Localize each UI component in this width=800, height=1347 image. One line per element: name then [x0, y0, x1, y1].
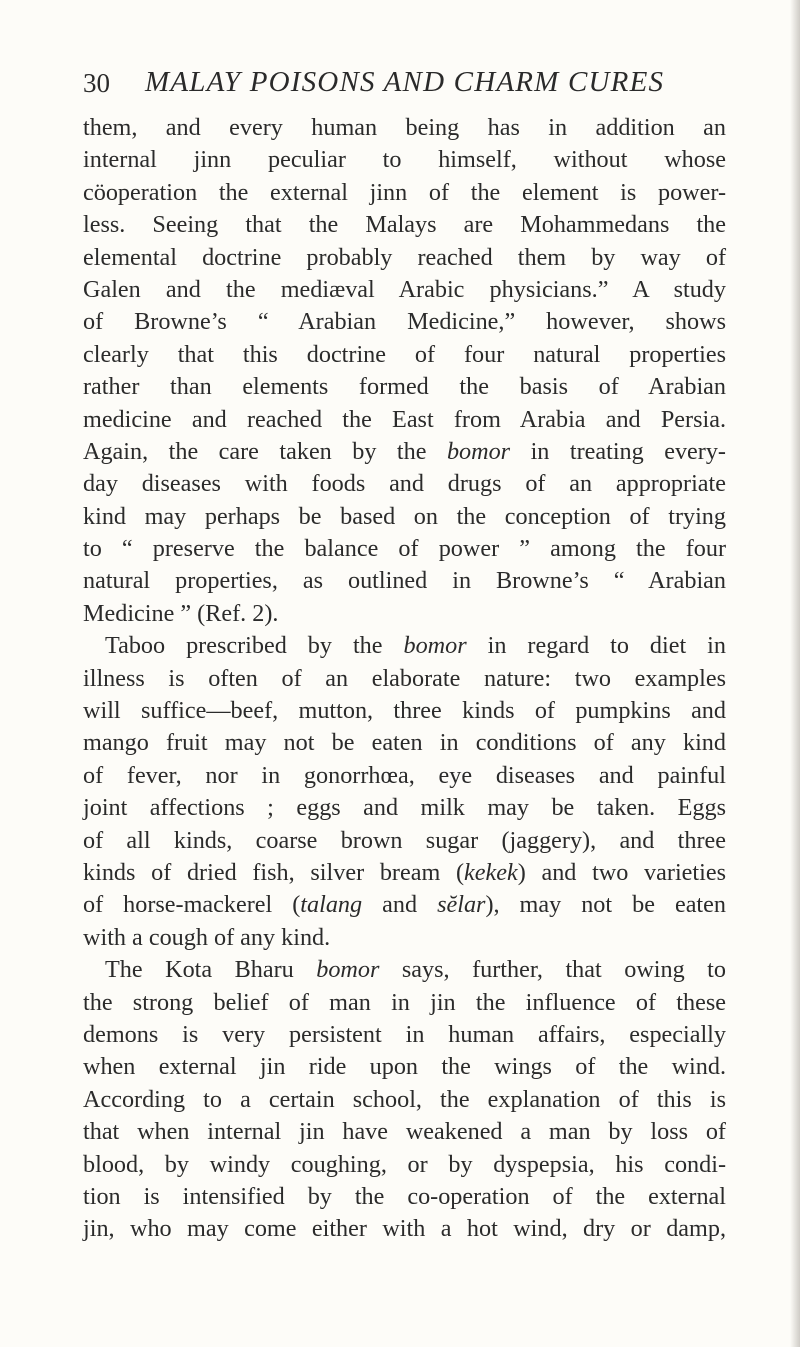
text-line [83, 598, 726, 630]
text-run: elemental doctrine probably reached them by way of [83, 243, 726, 271]
text-run: less. Seeing that the Malays are Mohammedans the [83, 211, 726, 239]
text-line [83, 1181, 726, 1213]
text-run: says, further, that owing to [379, 956, 727, 984]
text-run: tion is intensified by the co-operation of the external [83, 1182, 726, 1210]
text-line [83, 954, 726, 986]
text-line [83, 792, 726, 824]
text-run: with a cough of any kind. [83, 923, 331, 951]
text-run: According to a certain school, the explanation of this is [83, 1085, 726, 1113]
text-line [83, 760, 726, 792]
text-line [83, 371, 726, 403]
text-line [83, 209, 726, 241]
text-run: internal jinn peculiar to himself, without whose [83, 146, 726, 174]
text-line [83, 468, 726, 500]
text-run: demons is very persistent in human affairs, especially [83, 1020, 726, 1048]
page-number: 30 [83, 68, 110, 98]
text-run: rather than elements formed the basis of Arabian [83, 373, 726, 401]
text-run: Medicine ” (Ref. 2). [83, 599, 279, 627]
text-line [83, 112, 726, 144]
text-line [83, 695, 726, 727]
page-edge-shadow [790, 0, 800, 1347]
text-line [83, 857, 726, 889]
text-line [83, 1019, 726, 1051]
text-run: the strong belief of man in jin the influence of these [83, 988, 726, 1016]
text-line [83, 1149, 726, 1181]
text-run: Galen and the mediæval Arabic physicians.” A study [83, 275, 726, 303]
text-line [83, 144, 726, 176]
text-run: jin, who may come either with a hot wind, dry or damp, [83, 1215, 726, 1243]
text-line [83, 565, 726, 597]
text-line [83, 177, 726, 209]
text-line [83, 1213, 726, 1245]
italic-term: bomor [403, 632, 467, 660]
text-run: The Kota Bharu [105, 956, 317, 984]
text-run: natural properties, as outlined in Browne’s “ Arabian [83, 567, 726, 595]
text-line [83, 242, 726, 274]
running-head [83, 64, 723, 104]
text-line [83, 1116, 726, 1148]
text-run: in regard to diet in [466, 632, 726, 660]
text-run: kind may perhaps be based on the conception of trying [83, 502, 726, 530]
text-run: Taboo prescribed by the [105, 632, 404, 660]
text-run: to “ preserve the balance of power ” among the four [83, 535, 726, 563]
text-run: clearly that this doctrine of four natural properties [83, 340, 726, 368]
text-run: medicine and reached the East from Arabia and Persia. [83, 405, 726, 433]
text-line [83, 889, 726, 921]
text-run: ), may not be eaten [485, 891, 726, 919]
text-line [83, 825, 726, 857]
italic-term: bomor [316, 956, 380, 984]
text-run: mango fruit may not be eaten in conditions of any kind [83, 729, 726, 757]
text-line [83, 630, 726, 662]
text-line [83, 436, 726, 468]
text-run: and [362, 891, 438, 919]
text-run: of horse-mackerel ( [83, 891, 301, 919]
text-run: blood, by windy coughing, or by dyspepsia, his condi- [83, 1150, 726, 1178]
text-run: kinds of dried fish, silver bream ( [83, 858, 465, 886]
italic-term: bomor [446, 437, 511, 465]
paragraph [83, 630, 726, 954]
text-run: that when internal jin have weakened a man by loss of [83, 1118, 726, 1146]
text-line [83, 1084, 726, 1116]
text-line [83, 306, 726, 338]
text-line [83, 727, 726, 759]
text-line [83, 1051, 726, 1083]
text-run: cöoperation the external jinn of the element is power- [83, 178, 726, 206]
paragraph [83, 112, 726, 630]
text-run: of fever, nor in gonorrhœa, eye diseases and painful [83, 761, 726, 789]
text-run: of all kinds, coarse brown sugar (jaggery), and three [83, 826, 726, 854]
text-line [83, 274, 726, 306]
text-run: when external jin ride upon the wings of the wind. [83, 1053, 726, 1081]
text-line [83, 533, 726, 565]
text-run: will suffice—beef, mutton, three kinds of pumpkins and [83, 697, 726, 725]
text-run: Again, the care taken by the [83, 437, 447, 465]
text-run: illness is often of an elaborate nature: two examples [83, 664, 726, 692]
text-line [83, 404, 726, 436]
text-line [83, 339, 726, 371]
italic-term: kekek [464, 858, 518, 886]
text-run: of Browne’s “ Arabian Medicine,” however, shows [83, 308, 726, 336]
text-line [83, 922, 726, 954]
body-text [83, 112, 726, 1246]
text-run: joint affections ; eggs and milk may be taken. Eggs [83, 794, 726, 822]
text-run: in treating every- [510, 437, 726, 465]
paragraph [83, 954, 726, 1246]
running-title: MALAY POISONS AND CHARM CURES [145, 66, 665, 98]
italic-term: talang [300, 891, 363, 919]
text-run: them, and every human being has in addition an [83, 114, 726, 141]
text-run: ) and two varieties [517, 858, 726, 886]
text-line [83, 987, 726, 1019]
text-line [83, 501, 726, 533]
italic-term: sĕlar [437, 891, 486, 919]
text-run: day diseases with foods and drugs of an appropriate [83, 470, 726, 498]
text-line [83, 663, 726, 695]
